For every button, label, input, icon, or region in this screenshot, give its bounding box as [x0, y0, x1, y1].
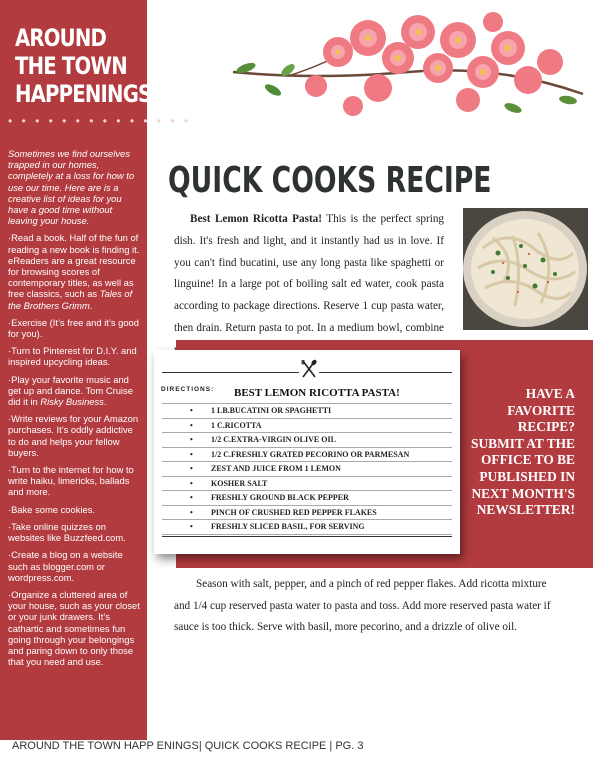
dotted-divider: • • • • • • • • • • • • • • [8, 114, 192, 128]
ingredient-item: • 1/2 C.FRESHLY GRATED PECORINO OR PARMESAN [162, 448, 452, 463]
ingredient-item: • FRESHLY SLICED BASIL, FOR SERVING [162, 520, 452, 535]
utensils-icon [299, 359, 319, 379]
idea-item: ·Take online quizzes on websites like Buzzfeed.com. [8, 520, 126, 544]
idea-item: ·Turn to Pinterest for D.I.Y. and inspired upcycling ideas. [8, 345, 137, 368]
ingredient-item: • KOSHER SALT [162, 477, 452, 492]
idea-item: ·Exercise (It’s free and it’s good for you). [8, 316, 139, 340]
idea-item: ·Create a blog on a website such as blogger.com or wordpress.com. [8, 549, 123, 583]
page-title: QUICK COOKS RECIPE [168, 160, 492, 201]
ingredient-list [162, 403, 452, 535]
ingredient-item: • 1 LB.BUCATINI OR SPAGHETTI [162, 403, 452, 419]
recipe-intro-title: Best Lemon Ricotta Pasta! [190, 213, 322, 225]
sidebar-intro: Sometimes we find ourselves trapped in our homes, completely at a loss for how to use our time. Here are is a creative list of ideas for you have a good time without leaving your house. [8, 148, 135, 227]
idea-item: ·Organize a cluttered area of your house, such as your closet or your junk drawers. It’s cathartic and sometimes fun going through your belongings and paring down to only those that you need and use. [8, 588, 140, 668]
idea-item: ·Write reviews for your Amazon purchases. It’s oddly addictive to do and helps your fellow buyers. [8, 413, 139, 458]
idea-item: ·Turn to the internet for how to write haiku, limericks, ballads and more. [8, 464, 134, 498]
idea-item: ·Play your favorite music and get up and dance. Tom Cruise did it in Risky Business. [8, 373, 133, 408]
pasta-dish-photo [463, 208, 588, 330]
recipe-intro [174, 209, 444, 362]
flower-branch-image [228, 10, 588, 130]
recipe-instructions: Season with salt, pepper, and a pinch of red pepper flakes. Add ricotta mixture and 1/4 cup reserved pasta water to pasta and toss. Add more reserved pasta water if sauce is too thick. Serve with basil, more pecorino, and a drizzle of olive oil. [174, 578, 551, 634]
ingredient-item: • 1/2 C.EXTRA-VIRGIN OLIVE OIL [162, 433, 452, 448]
masthead-line: HAPPENINGS [15, 80, 152, 108]
recipe-intro-text: This is the perfect spring dish. It's fresh and light, and it instantly had us in love. If you can't find bucatini, use any long pasta like spaghetti or linguine! In a large pot of boiling salt ed water, cook pasta according to package directions. Reserve 1 cup pasta water, then drain. Return pasta to pot. In a medium bowl, combine [174, 213, 445, 334]
submit-recipe-callout: HAVE A FAVORITE RECIPE? SUBMIT AT THE OFFICE TO BE PUBLISHED IN NEXT MONTH'S NEWSLETTER! [471, 386, 575, 518]
page-footer: AROUND THE TOWN HAPP ENINGS| QUICK COOKS RECIPE | PG. 3 [12, 740, 364, 752]
ingredient-item: • PINCH OF CRUSHED RED PEPPER FLAKES [162, 506, 452, 521]
idea-item: ·Bake some cookies. [8, 503, 96, 515]
newsletter-masthead [15, 24, 152, 108]
directions-label: DIRECTIONS: [161, 386, 215, 393]
recipe-card-title: BEST LEMON RICOTTA PASTA! [234, 387, 400, 399]
ingredient-item: • 1 C.RICOTTA [162, 419, 452, 434]
ingredient-item: • FRESHLY GROUND BLACK PEPPER [162, 491, 452, 506]
idea-item: ·Read a book. Half of the fun of reading a new book is finding it. eReaders are a great resource for browsing scores of contemporary titles, as well as free classics, such as Tales of the Brothers Grimm. [8, 232, 140, 311]
masthead-line: THE TOWN [15, 52, 127, 80]
sidebar-text [8, 148, 142, 673]
masthead-line: AROUND [15, 24, 106, 52]
card-bottom-rule [162, 536, 452, 537]
ingredient-item: • ZEST AND JUICE FROM 1 LEMON [162, 462, 452, 477]
recipe-card [154, 350, 460, 554]
